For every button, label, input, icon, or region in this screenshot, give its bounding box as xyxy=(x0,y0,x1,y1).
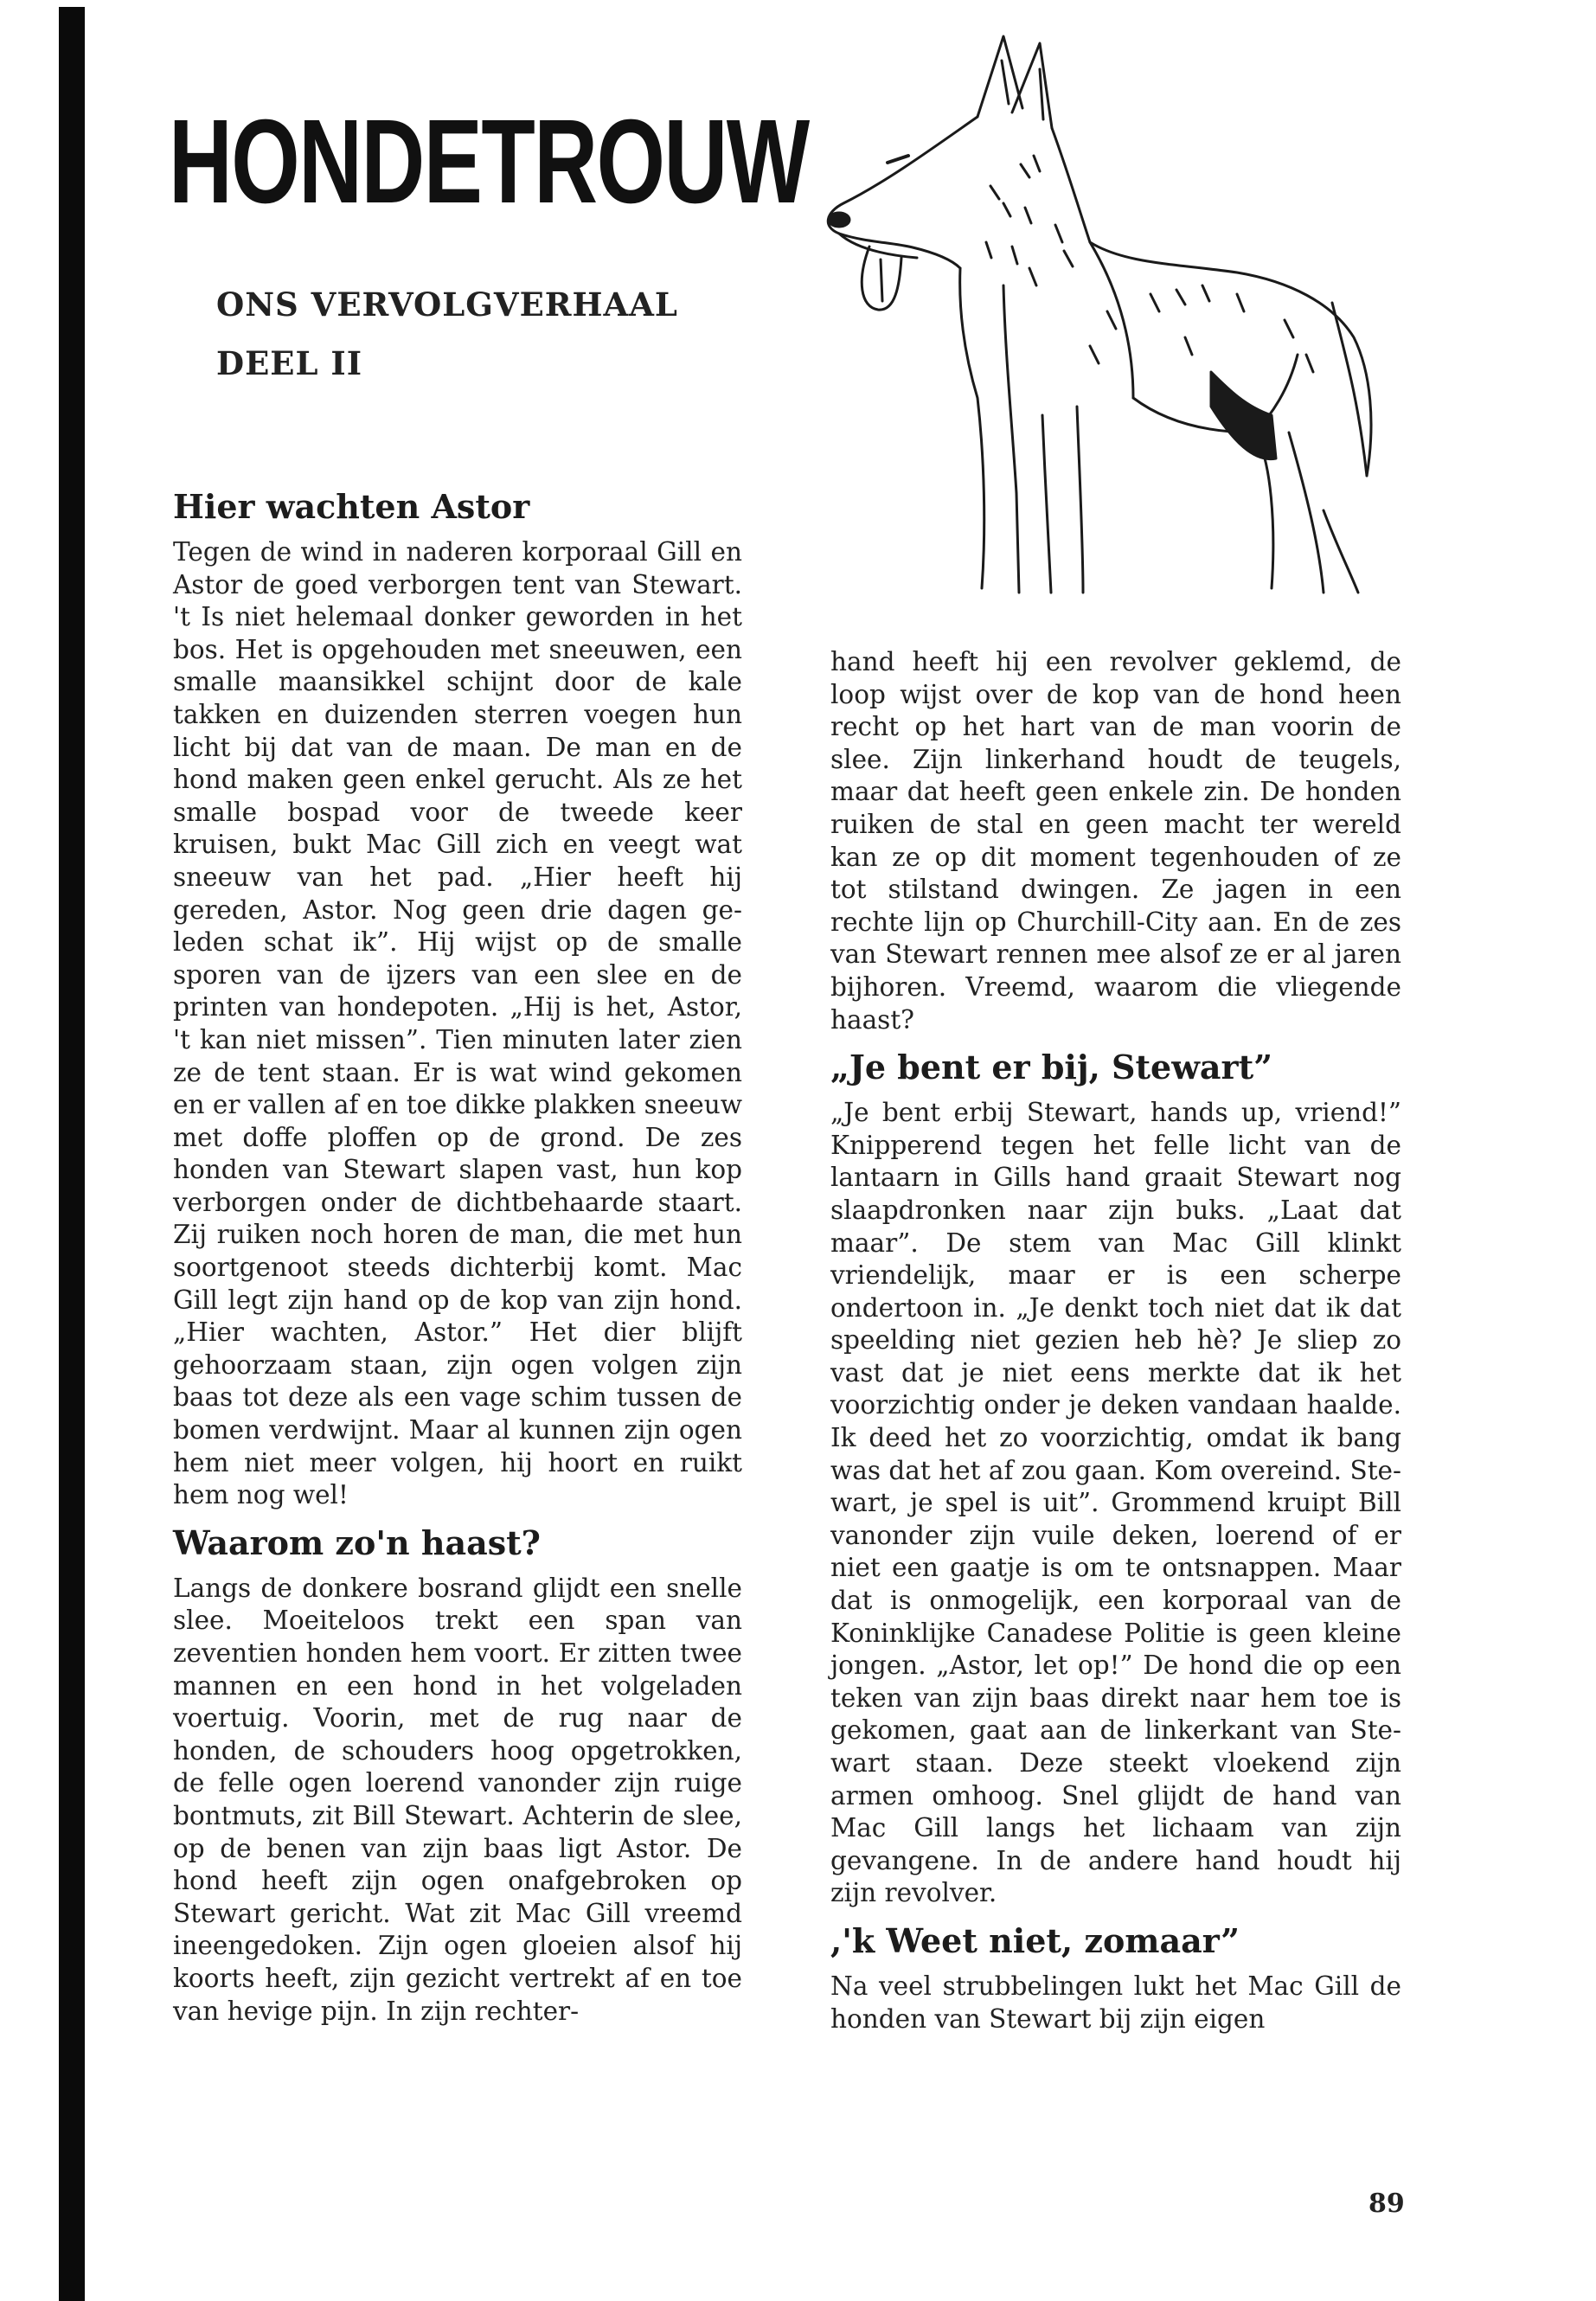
story-paragraph: hand heeft hij een revolver geklemd, de loop wijst over de kop van de hond heen recht op het hart van de man voorin de slee. Zijn linkerhand houdt de teugels, maar dat heeft geen enkele zin. De honden ruiken de stal en geen macht ter wereld kan ze op dit moment tegenhouden of ze tot stilstand dwingen. Ze jagen in een rechte lijn op Churchill-City aan. En de zes van Stewart rennen mee alsof ze er al jaren bijhoren. Vreemd, waarom die vliegende haast? xyxy=(830,647,1401,1035)
section-heading-waarom-zo-n-haast: Waarom zo'n haast? xyxy=(173,1522,541,1562)
page-number: 89 xyxy=(1368,2189,1405,2219)
section-heading-hier-wachten-astor: Hier wachten Astor xyxy=(173,487,530,526)
section-heading-k-weet-niet: ,'k Weet niet, zomaar” xyxy=(830,1920,1240,1960)
left-column xyxy=(173,476,742,2028)
part-number: DEEL II xyxy=(216,344,363,382)
series-subtitle: ONS VERVOLGVERHAAL xyxy=(216,285,678,324)
section-heading-je-bent-er-bij: „Je bent er bij, Stewart” xyxy=(830,1048,1272,1087)
german-shepherd-drawing-icon xyxy=(804,26,1393,623)
story-paragraph: Tegen de wind in naderen korporaal Gill en Astor de goed verborgen tent van Stewart. 't Is niet helemaal donker geworden in het bos. Het is opgehouden met sneeuwen, een smalle maansikkel schijnt door de kale takken en duizenden sterren voegen hun licht bij dat van de maan. De man en de hond maken geen enkel gerucht. Als ze het smalle bospad voor de tweede keer kruisen, bukt Mac Gill zich en veegt wat sneeuw van het pad. „Hier heeft hij gereden, Astor. Nog geen drie dagen geleden schat ik”. Hij wijst op de smalle sporen van de ijzers van een slee en de printen van hondepoten. „Hij is het, Astor, 't kan niet missen”. Tien minuten later zien ze de tent staan. Er is wat wind gekomen en er vallen af en toe dikke plakken sneeuw met doffe ploffen op de grond. De zes honden van Stewart slapen vast, hun kop verborgen onder de dichtbehaarde staart. Zij ruiken noch horen de man, die met hun soortgenoot steeds dichterbij komt. Mac Gill legt zijn hand op de kop van zijn hond. „Hier wachten, Astor.” Het dier blijft gehoorzaam staan, zijn ogen volgen zijn baas tot deze als een vage schim tussen de bomen verdwijnt. Maar al kunnen zijn ogen hem niet meer volgen, hij hoort en ruikt hem nog wel! xyxy=(173,537,742,1510)
black-spine-bar xyxy=(59,7,85,2301)
right-column xyxy=(830,646,1401,2035)
page-title: HONDETROUW xyxy=(169,95,809,228)
story-paragraph: Langs de donkere bosrand glijdt een snelle slee. Moeiteloos trekt een span van zeventien honden hem voort. Er zitten twee mannen en een hond in het volgeladen voertuig. Voorin, met de rug naar de honden, de schouders hoog opgetrokken, de felle ogen loerend vanonder zijn ruige bontmuts, zit Bill Stewart. Achterin de slee, op de benen van zijn baas ligt Astor. De hond heeft zijn ogen onafgebroken op Stewart gericht. Wat zit Mac Gill vreemd ineengedoken. Zijn ogen gloeien alsof hij koorts heeft, zijn gezicht vertrekt af en toe van hevige pijn. In zijn rechter- xyxy=(173,1573,742,2026)
story-paragraph: Na veel strubbelingen lukt het Mac Gill de honden van Stewart bij zijn eigen xyxy=(830,1971,1401,2034)
story-paragraph: „Je bent erbij Stewart, hands up, vriend!” Knipperend tegen het felle licht van de lantaarn in Gills hand graait Stewart nog slaapdronken naar zijn buks. „Laat dat maar”. De stem van Mac Gill klinkt vriendelijk, maar er is een scherpe ondertoon in. „Je denkt toch niet dat ik dat speelding niet gezien heb hè? Je sliep zo vast dat je niet eens merkte dat ik het voorzichtig onder je deken vandaan haalde. Ik deed het zo voorzichtig, omdat ik bang was dat het af zou gaan. Kom overeind. Stewart, je spel is uit”. Grommend kruipt Bill vanonder zijn vuile deken, loerend of er niet een gaatje is om te ontsnappen. Maar dat is onmogelijk, een korporaal van de Koninklijke Canadese Politie is geen kleine jongen. „Astor, let op!” De hond die op een teken van zijn baas direkt naar hem toe is gekomen, gaat aan de linkerkant van Stewart staan. Deze steekt vloekend zijn armen omhoog. Snel glijdt de hand van Mac Gill langs het lichaam van zijn gevangene. In de andere hand houdt hij zijn revolver. xyxy=(830,1098,1401,1908)
